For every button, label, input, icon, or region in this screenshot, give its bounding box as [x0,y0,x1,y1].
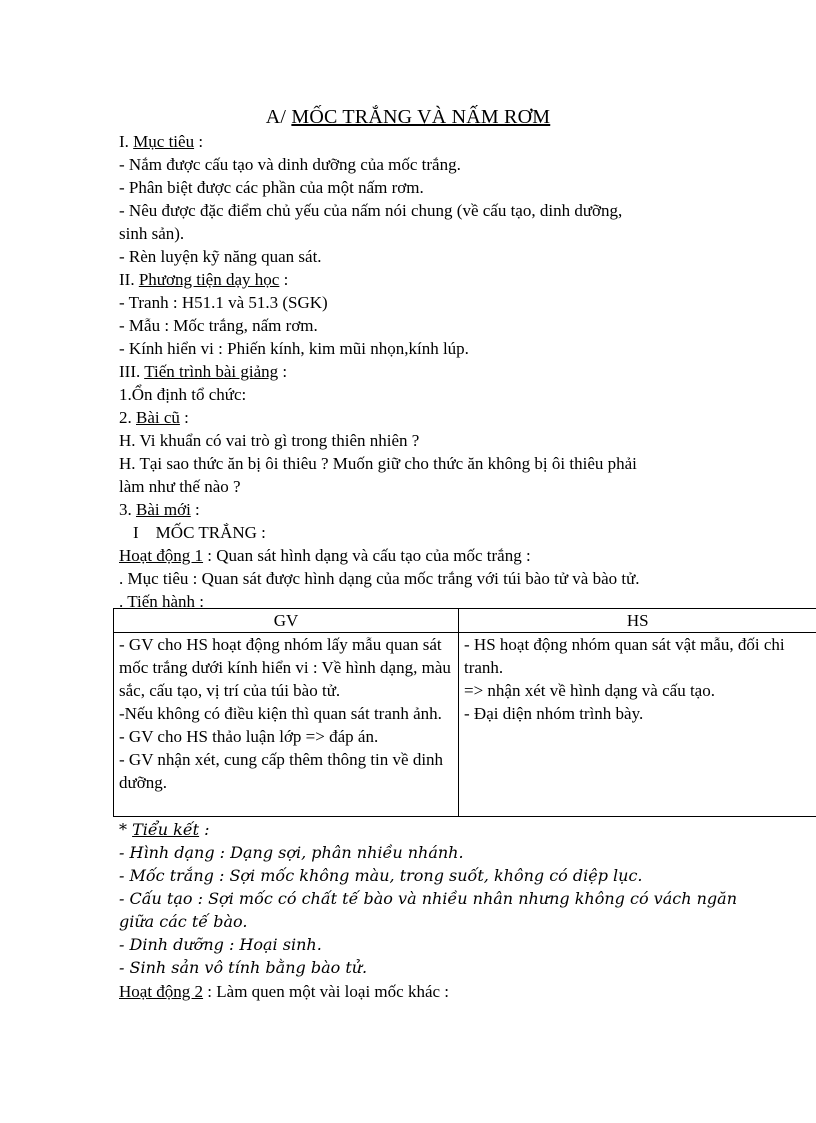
material-item: - Kính hiển vi : Phiến kính, kim mũi nhọn,kính lúp. [119,339,469,358]
objective-item: - Nêu được đặc điểm chủ yếu của nấm nói chung (về cấu tạo, dinh dưỡng, [119,201,623,220]
title-main: MỐC TRẮNG VÀ NẤM RƠM [291,106,551,128]
process-heading [119,360,709,383]
step3-text: Bài mới [136,500,191,519]
activity-1-label: Hoạt động 1 [119,546,204,565]
step2-text: Bài cũ [136,408,180,427]
activity-1-goal: . Mục tiêu : Quan sát được hình dạng của mốc trắng với túi bào tử và bào tử. [119,569,640,588]
materials-heading-num: II. [119,270,139,289]
process-step-1: 1.Ổn định tổ chức: [119,385,247,404]
summary-item: - Sinh sản vô tính bằng bào tử. [119,958,368,977]
activity-1-steps: . Tiến hành : [119,592,205,611]
gv-line: - GV cho HS thảo luận lớp => đáp án. [119,727,379,746]
summary-heading [119,818,719,841]
summary-block [119,818,737,979]
hs-cell [459,633,816,817]
table-header-row [114,609,816,633]
gv-cell [114,633,459,817]
process-step-2 [119,406,709,429]
objectives-heading-suffix: : [194,132,204,151]
lesson-content [119,130,709,613]
step2-num: 2. [119,408,136,427]
summary-prefix: * [119,820,133,839]
section-1-heading [119,521,709,544]
step2-suffix: : [179,408,189,427]
objectives-heading [119,130,709,153]
material-item: - Mẫu : Mốc trắng, nấm rơm. [119,316,318,335]
material-item: - Tranh : H51.1 và 51.3 (SGK) [119,293,328,312]
step3-suffix: : [190,500,200,519]
process-step-3 [119,498,709,521]
table-header-hs: HS [459,609,816,633]
objectives-heading-num: I. [119,132,134,151]
objective-item: - Phân biệt được các phần của một nấm rơm. [119,178,424,197]
section-1-text: MỐC TRẮNG : [155,523,266,542]
activity-1-text: : Quan sát hình dạng và cấu tạo của mốc trắng : [203,546,531,565]
summary-item: - Hình dạng : Dạng sợi, phân nhiều nhánh. [119,843,464,862]
hs-line: tranh. [464,658,504,677]
table-row [114,633,816,817]
gv-line: - GV nhận xét, cung cấp thêm thông tin về dinh dưỡng. [119,750,444,792]
gv-line: - GV cho HS hoạt động nhóm lấy mẫu quan sát mốc trắng dưới kính hiển vi : Về hình dạng, màu sắc, cấu tạo, vị trí của túi bào tử. [119,635,451,700]
hs-line: => nhận xét về hình dạng và cấu tạo. [464,681,715,700]
review-question-2a: H. Tại sao thức ăn bị ôi thiêu ? Muốn giữ cho thức ăn không bị ôi thiêu phải [119,454,637,473]
table-header-gv: GV [114,609,459,633]
objective-item: - Nắm được cấu tạo và dinh dưỡng của mốc trắng. [119,155,461,174]
objectives-heading-text: Mục tiêu [133,132,195,151]
process-heading-suffix: : [278,362,288,381]
process-heading-text: Tiến trình bài giảng [144,362,279,381]
hs-line: - HS hoạt động nhóm quan sát vật mẫu, đối chi [464,635,785,654]
section-1-num: I [133,523,139,542]
review-question-1: H. Vi khuẩn có vai trò gì trong thiên nhiên ? [119,431,420,450]
summary-item: giữa các tế bào. [119,912,248,931]
materials-heading-suffix: : [279,270,289,289]
objective-item: sinh sản). [119,224,185,243]
objective-item: - Rèn luyện kỹ năng quan sát. [119,247,322,266]
step3-num: 3. [119,500,136,519]
materials-heading-text: Phương tiện dạy học [138,270,280,289]
activity-2-text: : Làm quen một vài loại mốc khác : [203,982,450,1001]
summary-item: - Mốc trắng : Sợi mốc không màu, trong suốt, không có diệp lục. [119,866,643,885]
review-question-2b: làm như thế nào ? [119,477,241,496]
summary-suffix: : [199,820,210,839]
summary-item: - Cấu tạo : Sợi mốc có chất tế bào và nhiều nhân nhưng không có vách ngăn [119,889,737,908]
activity-table [113,608,816,817]
page-title [0,104,816,130]
hs-line: - Đại diện nhóm trình bày. [464,704,644,723]
process-heading-num: III. [119,362,145,381]
materials-heading [119,268,709,291]
title-prefix: A/ [265,106,292,128]
gv-line: -Nếu không có điều kiện thì quan sát tranh ảnh. [119,704,442,723]
summary-label: Tiểu kết [132,820,200,839]
summary-item: - Dinh dưỡng : Hoại sinh. [119,935,322,954]
activity-2-label: Hoạt động 2 [119,982,204,1001]
activity-1-heading [119,544,709,567]
activity-2-heading [119,980,449,1003]
